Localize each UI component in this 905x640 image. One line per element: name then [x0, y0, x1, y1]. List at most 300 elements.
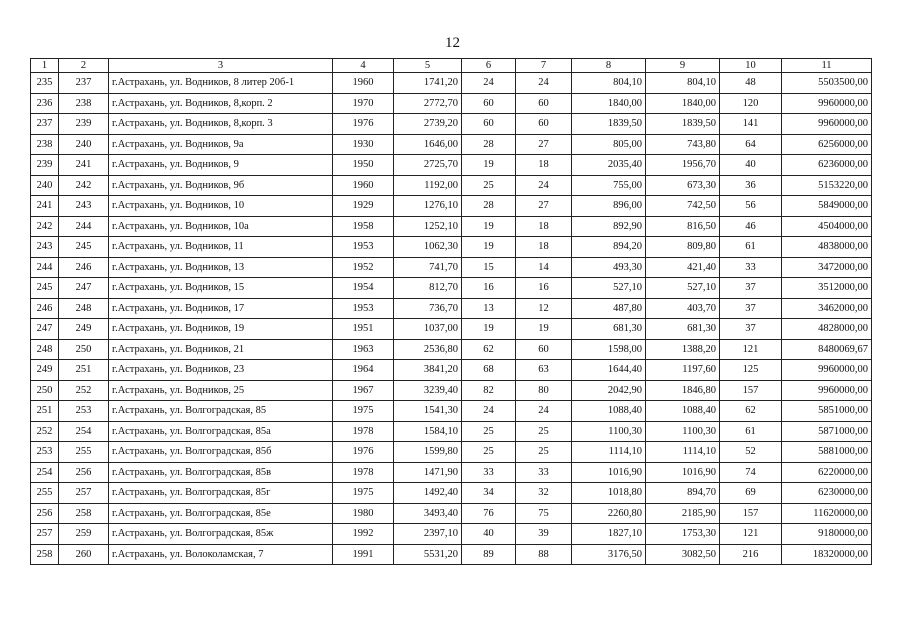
table-cell: 253 — [31, 442, 59, 463]
column-header: 1 — [31, 59, 59, 73]
table-cell: 61 — [720, 237, 782, 258]
table-cell: 1741,20 — [394, 73, 462, 94]
page-number: 12 — [445, 35, 460, 51]
table-cell: 1016,90 — [646, 462, 720, 483]
table-cell: 809,80 — [646, 237, 720, 258]
table-cell: 242 — [59, 175, 109, 196]
table-cell: 25 — [462, 175, 516, 196]
column-header: 6 — [462, 59, 516, 73]
table-cell: 257 — [59, 483, 109, 504]
table-cell: 120 — [720, 93, 782, 114]
table-cell: 5153220,00 — [782, 175, 872, 196]
table-row — [31, 380, 872, 401]
table-cell: г.Астрахань, ул. Волгоградская, 85в — [109, 462, 333, 483]
table-cell: 816,50 — [646, 216, 720, 237]
table-cell: 1088,40 — [646, 401, 720, 422]
table-cell: 249 — [31, 360, 59, 381]
table-cell: 8480069,67 — [782, 339, 872, 360]
table-cell: 253 — [59, 401, 109, 422]
table-cell: 259 — [59, 524, 109, 545]
table-cell: 244 — [59, 216, 109, 237]
table-cell: 1980 — [333, 503, 394, 524]
table-cell: 736,70 — [394, 298, 462, 319]
table-cell: г.Астрахань, ул. Водников, 8,корп. 2 — [109, 93, 333, 114]
table-cell: 403,70 — [646, 298, 720, 319]
table-cell: 1960 — [333, 73, 394, 94]
table-cell: 2185,90 — [646, 503, 720, 524]
table-cell: 1827,10 — [572, 524, 646, 545]
table-cell: 1930 — [333, 134, 394, 155]
table-cell: 1953 — [333, 298, 394, 319]
table-cell: 157 — [720, 380, 782, 401]
table-cell: 3176,50 — [572, 544, 646, 565]
table-cell: 1840,00 — [572, 93, 646, 114]
table-cell: 48 — [720, 73, 782, 94]
table-cell: 24 — [516, 401, 572, 422]
table-cell: 15 — [462, 257, 516, 278]
table-cell: 1954 — [333, 278, 394, 299]
table-cell: г.Астрахань, ул. Водников, 25 — [109, 380, 333, 401]
table-cell: 1062,30 — [394, 237, 462, 258]
column-header: 7 — [516, 59, 572, 73]
table-cell: 244 — [31, 257, 59, 278]
table-cell: 3512000,00 — [782, 278, 872, 299]
table-cell: 241 — [31, 196, 59, 217]
table-cell: 60 — [462, 114, 516, 135]
table-cell: 24 — [462, 401, 516, 422]
table-cell: 2260,80 — [572, 503, 646, 524]
table-row — [31, 442, 872, 463]
table-cell: 12 — [516, 298, 572, 319]
table-cell: 239 — [59, 114, 109, 135]
table-cell: г.Астрахань, ул. Водников, 11 — [109, 237, 333, 258]
table-cell: 248 — [59, 298, 109, 319]
table-cell: 13 — [462, 298, 516, 319]
table-cell: 673,30 — [646, 175, 720, 196]
table-cell: 1950 — [333, 155, 394, 176]
table-cell: 27 — [516, 196, 572, 217]
table-cell: 6256000,00 — [782, 134, 872, 155]
table-cell: 18 — [516, 155, 572, 176]
table-cell: 251 — [31, 401, 59, 422]
table-cell: 25 — [516, 442, 572, 463]
table-cell: 421,40 — [646, 257, 720, 278]
table-cell: 755,00 — [572, 175, 646, 196]
table-cell: 1114,10 — [646, 442, 720, 463]
table-cell: 248 — [31, 339, 59, 360]
table-cell: 527,10 — [572, 278, 646, 299]
table-cell: 88 — [516, 544, 572, 565]
table-cell: 254 — [59, 421, 109, 442]
table-cell: 64 — [720, 134, 782, 155]
table-cell: г.Астрахань, ул. Волгоградская, 85ж — [109, 524, 333, 545]
table-cell: 1964 — [333, 360, 394, 381]
table-cell: 34 — [462, 483, 516, 504]
table-cell: 1018,80 — [572, 483, 646, 504]
table-cell: 1037,00 — [394, 319, 462, 340]
table-body — [31, 73, 872, 565]
table-row — [31, 73, 872, 94]
table-cell: 62 — [720, 401, 782, 422]
table-cell: 246 — [31, 298, 59, 319]
table-row — [31, 216, 872, 237]
column-header: 11 — [782, 59, 872, 73]
table-row — [31, 503, 872, 524]
table-cell: 3841,20 — [394, 360, 462, 381]
table-cell: 1967 — [333, 380, 394, 401]
table-cell: 18 — [516, 237, 572, 258]
table-cell: 25 — [516, 421, 572, 442]
table-cell: 4504000,00 — [782, 216, 872, 237]
table-cell: 74 — [720, 462, 782, 483]
table-cell: 2042,90 — [572, 380, 646, 401]
column-header: 5 — [394, 59, 462, 73]
table-cell: 247 — [31, 319, 59, 340]
table-cell: 3493,40 — [394, 503, 462, 524]
table-cell: 3239,40 — [394, 380, 462, 401]
table-cell: 19 — [462, 237, 516, 258]
table-cell: 1953 — [333, 237, 394, 258]
table-cell: 11620000,00 — [782, 503, 872, 524]
table-cell: 1840,00 — [646, 93, 720, 114]
table-cell: 892,90 — [572, 216, 646, 237]
table-cell: 1975 — [333, 483, 394, 504]
table-cell: 250 — [31, 380, 59, 401]
table-cell: 2536,80 — [394, 339, 462, 360]
table-row — [31, 401, 872, 422]
column-header: 4 — [333, 59, 394, 73]
table-cell: 1100,30 — [572, 421, 646, 442]
table-cell: г.Астрахань, ул. Волгоградская, 85 — [109, 401, 333, 422]
table-cell: 254 — [31, 462, 59, 483]
table-row — [31, 524, 872, 545]
table-cell: 6236000,00 — [782, 155, 872, 176]
table-cell: 69 — [720, 483, 782, 504]
table-cell: 63 — [516, 360, 572, 381]
table-cell: 1992 — [333, 524, 394, 545]
table-cell: 1599,80 — [394, 442, 462, 463]
table-cell: 3472000,00 — [782, 257, 872, 278]
table-cell: 60 — [516, 93, 572, 114]
table-cell: г.Астрахань, ул. Волгоградская, 85б — [109, 442, 333, 463]
table-cell: 255 — [31, 483, 59, 504]
table-cell: 235 — [31, 73, 59, 94]
table-cell: 121 — [720, 524, 782, 545]
table-cell: 80 — [516, 380, 572, 401]
table-cell: 28 — [462, 196, 516, 217]
table-row — [31, 339, 872, 360]
table-cell: 9960000,00 — [782, 380, 872, 401]
table-cell: 9960000,00 — [782, 360, 872, 381]
table-row — [31, 257, 872, 278]
table-cell: 19 — [462, 216, 516, 237]
table-cell: 19 — [462, 155, 516, 176]
table-cell: 56 — [720, 196, 782, 217]
table-cell: 18320000,00 — [782, 544, 872, 565]
table-cell: 37 — [720, 319, 782, 340]
table-cell: 681,30 — [646, 319, 720, 340]
table-cell: 125 — [720, 360, 782, 381]
table-row — [31, 421, 872, 442]
table-cell: 9180000,00 — [782, 524, 872, 545]
table-cell: 743,80 — [646, 134, 720, 155]
table-cell: г.Астрахань, ул. Водников, 15 — [109, 278, 333, 299]
table-cell: 216 — [720, 544, 782, 565]
table-cell: 245 — [59, 237, 109, 258]
table-cell: 24 — [516, 73, 572, 94]
table-cell: 742,50 — [646, 196, 720, 217]
table-cell: 487,80 — [572, 298, 646, 319]
table-cell: 1951 — [333, 319, 394, 340]
table-cell: 3082,50 — [646, 544, 720, 565]
table-cell: 5881000,00 — [782, 442, 872, 463]
table-cell: 1958 — [333, 216, 394, 237]
table-row — [31, 175, 872, 196]
table-row — [31, 155, 872, 176]
table-cell: г.Астрахань, ул. Волгоградская, 85е — [109, 503, 333, 524]
table-cell: 245 — [31, 278, 59, 299]
table-row — [31, 360, 872, 381]
table-cell: 32 — [516, 483, 572, 504]
data-table — [30, 58, 872, 565]
table-cell: 5871000,00 — [782, 421, 872, 442]
table-cell: 60 — [516, 114, 572, 135]
table-cell: г.Астрахань, ул. Водников, 9а — [109, 134, 333, 155]
table-cell: 1598,00 — [572, 339, 646, 360]
table-row — [31, 93, 872, 114]
table-cell: г.Астрахань, ул. Водников, 9б — [109, 175, 333, 196]
table-cell: г.Астрахань, ул. Водников, 8,корп. 3 — [109, 114, 333, 135]
table-cell: 237 — [59, 73, 109, 94]
table-cell: 252 — [31, 421, 59, 442]
table-cell: 52 — [720, 442, 782, 463]
header-row — [31, 59, 872, 73]
table-cell: 1963 — [333, 339, 394, 360]
table-cell: 89 — [462, 544, 516, 565]
table-cell: 240 — [59, 134, 109, 155]
table-cell: 33 — [516, 462, 572, 483]
table-cell: 121 — [720, 339, 782, 360]
table-cell: г.Астрахань, ул. Водников, 10 — [109, 196, 333, 217]
table-cell: 1644,40 — [572, 360, 646, 381]
table-cell: 238 — [59, 93, 109, 114]
table-cell: 258 — [31, 544, 59, 565]
table-cell: 256 — [59, 462, 109, 483]
table-cell: 1088,40 — [572, 401, 646, 422]
table-cell: 1388,20 — [646, 339, 720, 360]
table-cell: 19 — [516, 319, 572, 340]
table-cell: 157 — [720, 503, 782, 524]
table-cell: 243 — [31, 237, 59, 258]
table-cell: 1960 — [333, 175, 394, 196]
table-cell: 3462000,00 — [782, 298, 872, 319]
table-cell: 1753,30 — [646, 524, 720, 545]
table-cell: 5851000,00 — [782, 401, 872, 422]
table-cell: г.Астрахань, ул. Волоколамская, 7 — [109, 544, 333, 565]
table-cell: 25 — [462, 421, 516, 442]
table-cell: 241 — [59, 155, 109, 176]
table-row — [31, 298, 872, 319]
table-cell: 894,70 — [646, 483, 720, 504]
table-cell: 33 — [720, 257, 782, 278]
table-cell: 1646,00 — [394, 134, 462, 155]
table-cell: 14 — [516, 257, 572, 278]
table-cell: 260 — [59, 544, 109, 565]
table-cell: 5503500,00 — [782, 73, 872, 94]
table-cell: 258 — [59, 503, 109, 524]
table-cell: 76 — [462, 503, 516, 524]
table-cell: г.Астрахань, ул. Волгоградская, 85г — [109, 483, 333, 504]
table-cell: 243 — [59, 196, 109, 217]
table-cell: 1991 — [333, 544, 394, 565]
table-cell: 40 — [462, 524, 516, 545]
table-row — [31, 278, 872, 299]
table-cell: 6220000,00 — [782, 462, 872, 483]
table-cell: 1276,10 — [394, 196, 462, 217]
table-cell: 240 — [31, 175, 59, 196]
table-cell: 1252,10 — [394, 216, 462, 237]
table-row — [31, 483, 872, 504]
table-cell: 4838000,00 — [782, 237, 872, 258]
table-row — [31, 462, 872, 483]
table-cell: 1956,70 — [646, 155, 720, 176]
table-cell: 37 — [720, 298, 782, 319]
table-cell: 6230000,00 — [782, 483, 872, 504]
table-cell: 1584,10 — [394, 421, 462, 442]
table-cell: 1952 — [333, 257, 394, 278]
table-cell: 681,30 — [572, 319, 646, 340]
table-cell: г.Астрахань, ул. Водников, 13 — [109, 257, 333, 278]
table-cell: 2397,10 — [394, 524, 462, 545]
table-cell: 9960000,00 — [782, 93, 872, 114]
table-cell: 257 — [31, 524, 59, 545]
table-cell: 1197,60 — [646, 360, 720, 381]
table-cell: 28 — [462, 134, 516, 155]
table-cell: г.Астрахань, ул. Водников, 17 — [109, 298, 333, 319]
table-cell: 46 — [720, 216, 782, 237]
table-cell: 1016,90 — [572, 462, 646, 483]
table-cell: 1471,90 — [394, 462, 462, 483]
table-cell: 75 — [516, 503, 572, 524]
table-cell: 741,70 — [394, 257, 462, 278]
table-cell: 1839,50 — [572, 114, 646, 135]
table-cell: 39 — [516, 524, 572, 545]
table-cell: 16 — [516, 278, 572, 299]
table-cell: г.Астрахань, ул. Водников, 23 — [109, 360, 333, 381]
table-cell: 1976 — [333, 442, 394, 463]
table-cell: 18 — [516, 216, 572, 237]
table-cell: 237 — [31, 114, 59, 135]
table-cell: 16 — [462, 278, 516, 299]
table-cell: 256 — [31, 503, 59, 524]
table-cell: 5531,20 — [394, 544, 462, 565]
table-cell: 62 — [462, 339, 516, 360]
table-cell: г.Астрахань, ул. Волгоградская, 85а — [109, 421, 333, 442]
table-cell: 1492,40 — [394, 483, 462, 504]
column-header: 3 — [109, 59, 333, 73]
table-cell: 804,10 — [572, 73, 646, 94]
table-cell: 246 — [59, 257, 109, 278]
table-cell: 1541,30 — [394, 401, 462, 422]
table-cell: 2725,70 — [394, 155, 462, 176]
table-cell: г.Астрахань, ул. Водников, 9 — [109, 155, 333, 176]
table-cell: 5849000,00 — [782, 196, 872, 217]
column-header: 9 — [646, 59, 720, 73]
table-row — [31, 544, 872, 565]
table-cell: 9960000,00 — [782, 114, 872, 135]
table-row — [31, 196, 872, 217]
table-cell: г.Астрахань, ул. Водников, 8 литер 20б-1 — [109, 73, 333, 94]
table-cell: 1929 — [333, 196, 394, 217]
table-cell: 1839,50 — [646, 114, 720, 135]
table-cell: 2772,70 — [394, 93, 462, 114]
table-cell: 527,10 — [646, 278, 720, 299]
column-header: 2 — [59, 59, 109, 73]
table-cell: 250 — [59, 339, 109, 360]
table-cell: 1100,30 — [646, 421, 720, 442]
table-cell: 252 — [59, 380, 109, 401]
table-cell: 19 — [462, 319, 516, 340]
column-header: 8 — [572, 59, 646, 73]
table-cell: 255 — [59, 442, 109, 463]
table-cell: 60 — [516, 339, 572, 360]
table-cell: 1975 — [333, 401, 394, 422]
table-cell: г.Астрахань, ул. Водников, 10а — [109, 216, 333, 237]
table-row — [31, 237, 872, 258]
table-cell: 27 — [516, 134, 572, 155]
table-cell: 1970 — [333, 93, 394, 114]
table-cell: 804,10 — [646, 73, 720, 94]
table-row — [31, 114, 872, 135]
table-cell: 68 — [462, 360, 516, 381]
table-cell: 1192,00 — [394, 175, 462, 196]
table-row — [31, 319, 872, 340]
table-cell: г.Астрахань, ул. Водников, 19 — [109, 319, 333, 340]
table-cell: 60 — [462, 93, 516, 114]
table-cell: 805,00 — [572, 134, 646, 155]
table-cell: 251 — [59, 360, 109, 381]
table-cell: 239 — [31, 155, 59, 176]
table-cell: 238 — [31, 134, 59, 155]
table-cell: 141 — [720, 114, 782, 135]
table-cell: 896,00 — [572, 196, 646, 217]
column-header: 10 — [720, 59, 782, 73]
table-cell: 2035,40 — [572, 155, 646, 176]
table-row — [31, 134, 872, 155]
table-cell: 24 — [462, 73, 516, 94]
table-cell: 25 — [462, 442, 516, 463]
table-cell: 61 — [720, 421, 782, 442]
table-cell: 1114,10 — [572, 442, 646, 463]
table-cell: 24 — [516, 175, 572, 196]
table-cell: 40 — [720, 155, 782, 176]
table-cell: г.Астрахань, ул. Водников, 21 — [109, 339, 333, 360]
table-cell: 1846,80 — [646, 380, 720, 401]
table-cell: 36 — [720, 175, 782, 196]
table-cell: 242 — [31, 216, 59, 237]
table-cell: 1978 — [333, 421, 394, 442]
table-cell: 1976 — [333, 114, 394, 135]
table-cell: 37 — [720, 278, 782, 299]
table-cell: 493,30 — [572, 257, 646, 278]
table-cell: 82 — [462, 380, 516, 401]
table-cell: 4828000,00 — [782, 319, 872, 340]
table-cell: 33 — [462, 462, 516, 483]
table-cell: 812,70 — [394, 278, 462, 299]
table-cell: 247 — [59, 278, 109, 299]
table-cell: 1978 — [333, 462, 394, 483]
table-cell: 236 — [31, 93, 59, 114]
